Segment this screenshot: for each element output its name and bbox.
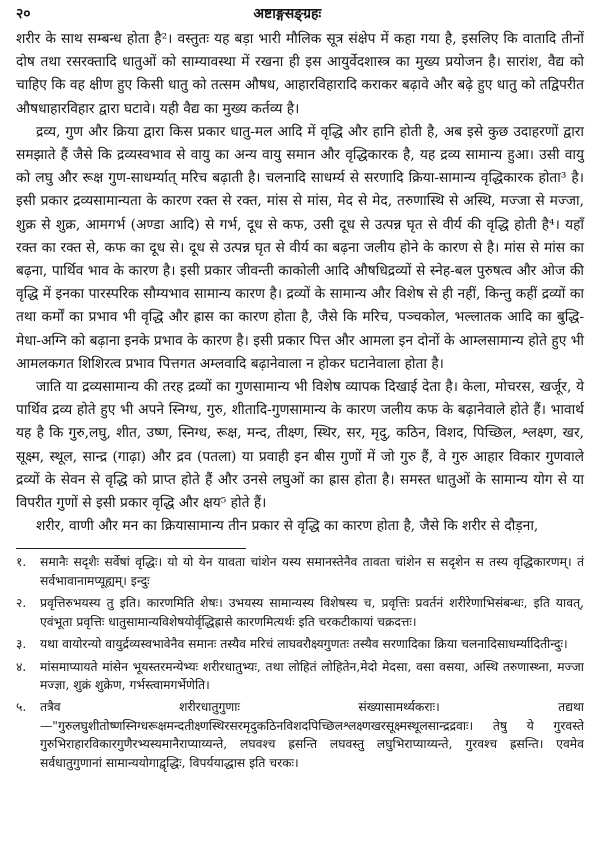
paragraph-4: शरीर, वाणी और मन का क्रियासामान्य तीन प्रकार से वृद्धि का कारण होता है, जैसे कि शरीर से दौड़ना, [36, 518, 539, 535]
main-text [16, 28, 584, 538]
running-title: अष्टाङ्गसङ्ग्रहः [253, 6, 322, 22]
footnote-text: समानैः सदृशैः सर्वेषां वृद्धिः। यो यो येन यावता चांशेन यस्य समानस्तेनैव तावता चांशेन स सदृशेन स तस्य वृद्धिकारणम्। तं सर्वभावानामप्यूह्यम्। इन्दुः [40, 555, 584, 588]
footnote-number: ४. [16, 659, 27, 674]
page-header [16, 4, 584, 28]
footnote-number: ३. [16, 637, 27, 652]
paragraph-1: शरीर के साथ सम्बन्ध होता है²। वस्तुतः यह बड़ा भारी मौलिक सूत्र संक्षेप में कहा गया है, इसलिए कि वातादि तीनों दोष तथा रसरक्तादि धातुओं को साम्यावस्था में रखना ही इस आयुर्वेदशास्त्र का मुख्य प्रयोजन है। सारांश, वैद्य को चाहिए कि वह क्षीण हुए किसी धातु को तत्सम औषध, आहारविहारादि कराकर बढ़ावे और बढ़े हुए धातु को तद्विपरीत औषधाहारविहार द्वारा घटावे। यही वैद्य का मुख्य कर्तव्य है। [16, 31, 584, 117]
footnote-divider [16, 548, 246, 549]
footnote-number: १. [16, 555, 27, 570]
footnotes [16, 553, 584, 771]
footnote-2 [16, 594, 584, 631]
footnote-5 [16, 698, 584, 772]
footnote-number: ५. [16, 700, 27, 715]
footnote-text: तत्रैव शरीरधातुगुणाः संख्यासामर्थ्यकराः। तद्यथा—"गुरुलघुशीतोष्णस्निग्धरूक्षमन्दतीक्ष्णस्थिरसरमृदुकठिनविशदपिच्छिलश्लक्ष्णखरसूक्ष्मस्थूलसान्द्रद्रवाः। तेषु ये गुरवस्ते गुरुभिराहारविकारगुणैरभ्यस्यमानैराप्याय्यन्ते, लघवश्च ह्रसन्ति लघवस्तु लघुभिराप्याय्यन्ते, गुरवश्च ह्रसन्ति। एवमेव सर्वधातुगुणानां सामान्ययोगाद्वृद्धिः, विपर्ययाद्धास इति चरकः। [40, 700, 584, 770]
footnote-number: २. [16, 596, 27, 611]
footnote-3 [16, 635, 584, 653]
footnote-text: प्रवृत्तिरुभयस्य तु इति। कारणमिति शेषः। उभयस्य सामान्यस्य विशेषस्य च, प्रवृत्तिः प्रवर्तनं शरीरेणाभिसंबन्धः, इति यावत्, एवंभूता प्रवृत्तिः धातुसामान्यविशेषयोर्वृद्धिह्रासे कारणमित्यर्थः इति चरकटीकायां चक्रदत्तः। [40, 596, 584, 629]
footnote-text: यथा वायोरन्यो वायुर्द्रव्यस्वभावेनैव समानः तस्यैव मरिचं लाघवरौक्ष्यगुणतः तस्यैव सरणादिका क्रिया चलनादिसाधर्म्यादितीन्दुः। [40, 637, 568, 652]
paragraph-2: द्रव्य, गुण और क्रिया द्वारा किस प्रकार धातु-मल आदि में वृद्धि और हानि होती है, अब इसे कुछ उदाहरणों द्वारा समझाते हैं जैसे कि द्रव्यस्वभाव से वायु का अन्य वायु समान और वृद्धिकारक है, यह द्रव्य सामान्य हुआ। उसी वायु को लघु और रूक्ष गुण-साधर्म्यात् मरिच बढ़ाती है। चलनादि साधर्म्य से सरणादि क्रिया-सामान्य वृद्धिकारक होता³ है। इसी प्रकार द्रव्यसामान्यता के कारण रक्त से रक्त, मांस से मांस, मेद से मेद, तरुणास्थि से अस्थि, मज्जा से मज्जा, शुक्र से शुक्र, आमगर्भ (अण्डा आदि) से गर्भ, दूध से कफ, उसी दूध से उत्पन्न घृत से वीर्य की वृद्धि होती है⁴। यहाँ रक्त का रक्त से, कफ का दूध से। दूध से उत्पन्न घृत से वीर्य का बढ़ना जलीय होने के कारण से है। मांस से मांस का बढ़ना, पार्थिव भाव के कारण है। इसी प्रकार जीवन्ती काकोली आदि औषधिद्रव्यों से स्नेह-बल पुरुषत्व और ओज की वृद्धि में इनका पारस्परिक सौम्यभाव सामान्य कारण है। द्रव्यों के सामान्य और विशेष से ही नहीं, किन्तु कहीं द्रव्यों का तथा कर्मों का प्रभाव भी वृद्धि और ह्रास का कारण होता है, जैसे कि मरिच, पञ्चकोल, भल्लातक आदि का बुद्धि-मेधा-अग्नि को बढ़ाना इनके प्रभाव के कारण है। इसी प्रकार पित्त और आमला इन दोनों के आम्लसामान्य होते हुए भी आमलकगत शिशिरत्व प्रभाव पित्तगत अम्लवादि बढ़ानेवाला न होकर घटानेवाला होता है। [16, 123, 584, 372]
page-number: २० [16, 6, 31, 22]
footnote-1 [16, 553, 584, 590]
paragraph-3: जाति या द्रव्यसामान्य की तरह द्रव्यों का गुणसामान्य भी विशेष व्यापक दिखाई देता है। केला, मोचरस, खर्जूर, ये पार्थिव द्रव्य होते हुए भी अपने स्निग्ध, गुरु, शीतादि-गुणसामान्य के कारण जलीय कफ के बढ़ानेवाले होते हैं। भावार्थ यह है कि गुरु,लघु, शीत, उष्ण, स्निग्ध, रूक्ष, मन्द, तीक्ष्ण, स्थिर, सर, मृदु, कठिन, विशद, पिच्छिल, श्लक्ष्ण, खर, सूक्ष्म, स्थूल, सान्द्र (गाढ़ा) और द्रव (पतला) या प्रवाही इन बीस गुणों में जो गुरु हैं, वे गुरु आहार विकार गुणवाले द्रव्यों के सेवन से वृद्धि को प्राप्त होते हैं और उनसे लघुओं का ह्रास होता है। समस्त धातुओं के सामान्य योग से या विपरीत गुणों से इसी प्रकार वृद्धि और क्षय⁵ होते हैं। [16, 379, 584, 512]
footnote-4 [16, 658, 584, 695]
footnote-text: मांसमाप्यायते मांसेन भूयस्तरमन्येभ्यः शरीरधातुभ्यः, तथा लोहितं लोहितेन,मेदो मेदसा, वसा वसया, अस्थि तरुणास्थ्ना, मज्जा मज्ज्ञा, शुक्रं शुक्रेण, गर्भस्त्वामगर्भेणेति। [40, 659, 584, 692]
